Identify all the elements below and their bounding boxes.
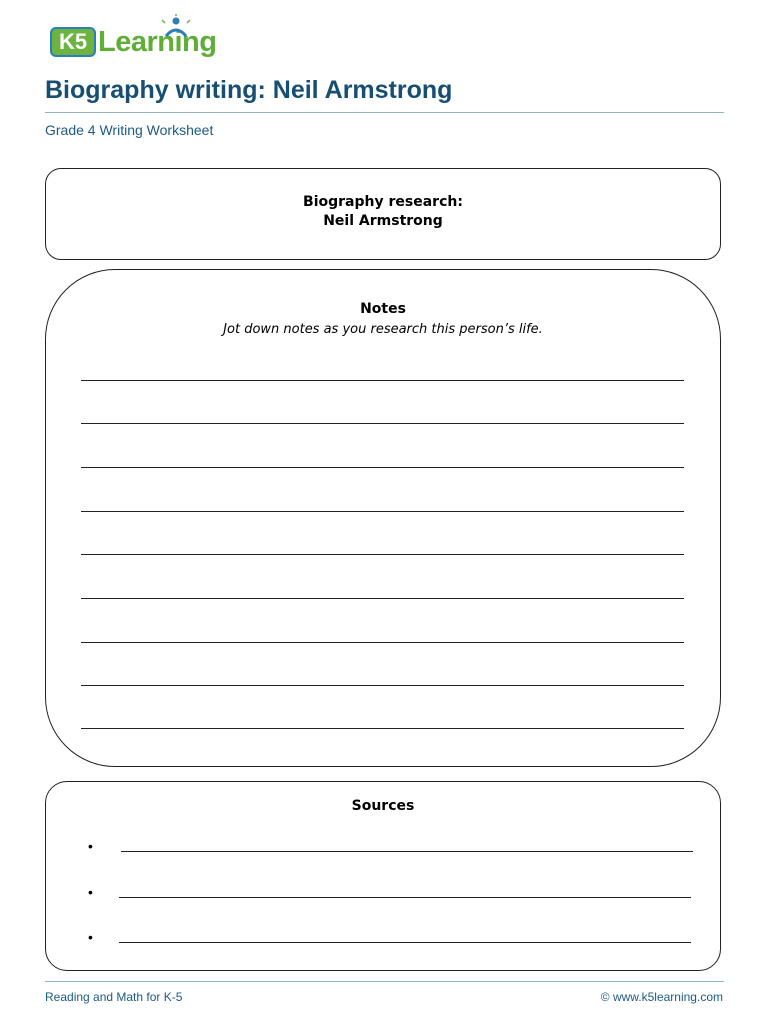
writing-line[interactable] (81, 728, 684, 729)
writing-line[interactable] (81, 642, 684, 643)
writing-line[interactable] (81, 467, 684, 468)
notes-box (45, 269, 721, 767)
title-divider (45, 112, 724, 113)
bullet-marker: • (88, 884, 93, 900)
footer-tagline: Reading and Math for K-5 (45, 990, 183, 1004)
logo-word: Learning (98, 26, 217, 58)
footer-website-link[interactable]: © www.k5learning.com (600, 990, 723, 1004)
research-subject: Neil Armstrong (323, 213, 443, 229)
research-box (45, 168, 721, 260)
logo-mark: K5 (50, 27, 96, 57)
writing-line[interactable] (81, 598, 684, 599)
writing-line[interactable] (81, 380, 684, 381)
k5-learning-logo (50, 14, 220, 62)
sources-box (45, 781, 721, 971)
worksheet-subtitle: Grade 4 Writing Worksheet (45, 122, 214, 138)
writing-line[interactable] (81, 685, 684, 686)
source-line[interactable] (121, 851, 693, 852)
source-line[interactable] (119, 942, 691, 943)
writing-line[interactable] (81, 511, 684, 512)
footer-divider (45, 981, 724, 982)
sources-heading: Sources (351, 798, 415, 814)
page-title: Biography writing: Neil Armstrong (45, 76, 453, 104)
source-line[interactable] (119, 897, 691, 898)
notes-instruction: Jot down notes as you research this person’s life. (223, 322, 543, 337)
writing-line[interactable] (81, 423, 684, 424)
bullet-marker: • (88, 929, 93, 945)
writing-line[interactable] (81, 554, 684, 555)
notes-heading: Notes (360, 301, 406, 317)
research-label: Biography research: (303, 194, 463, 210)
reading-child-icon (158, 14, 194, 38)
bullet-marker: • (88, 838, 93, 854)
